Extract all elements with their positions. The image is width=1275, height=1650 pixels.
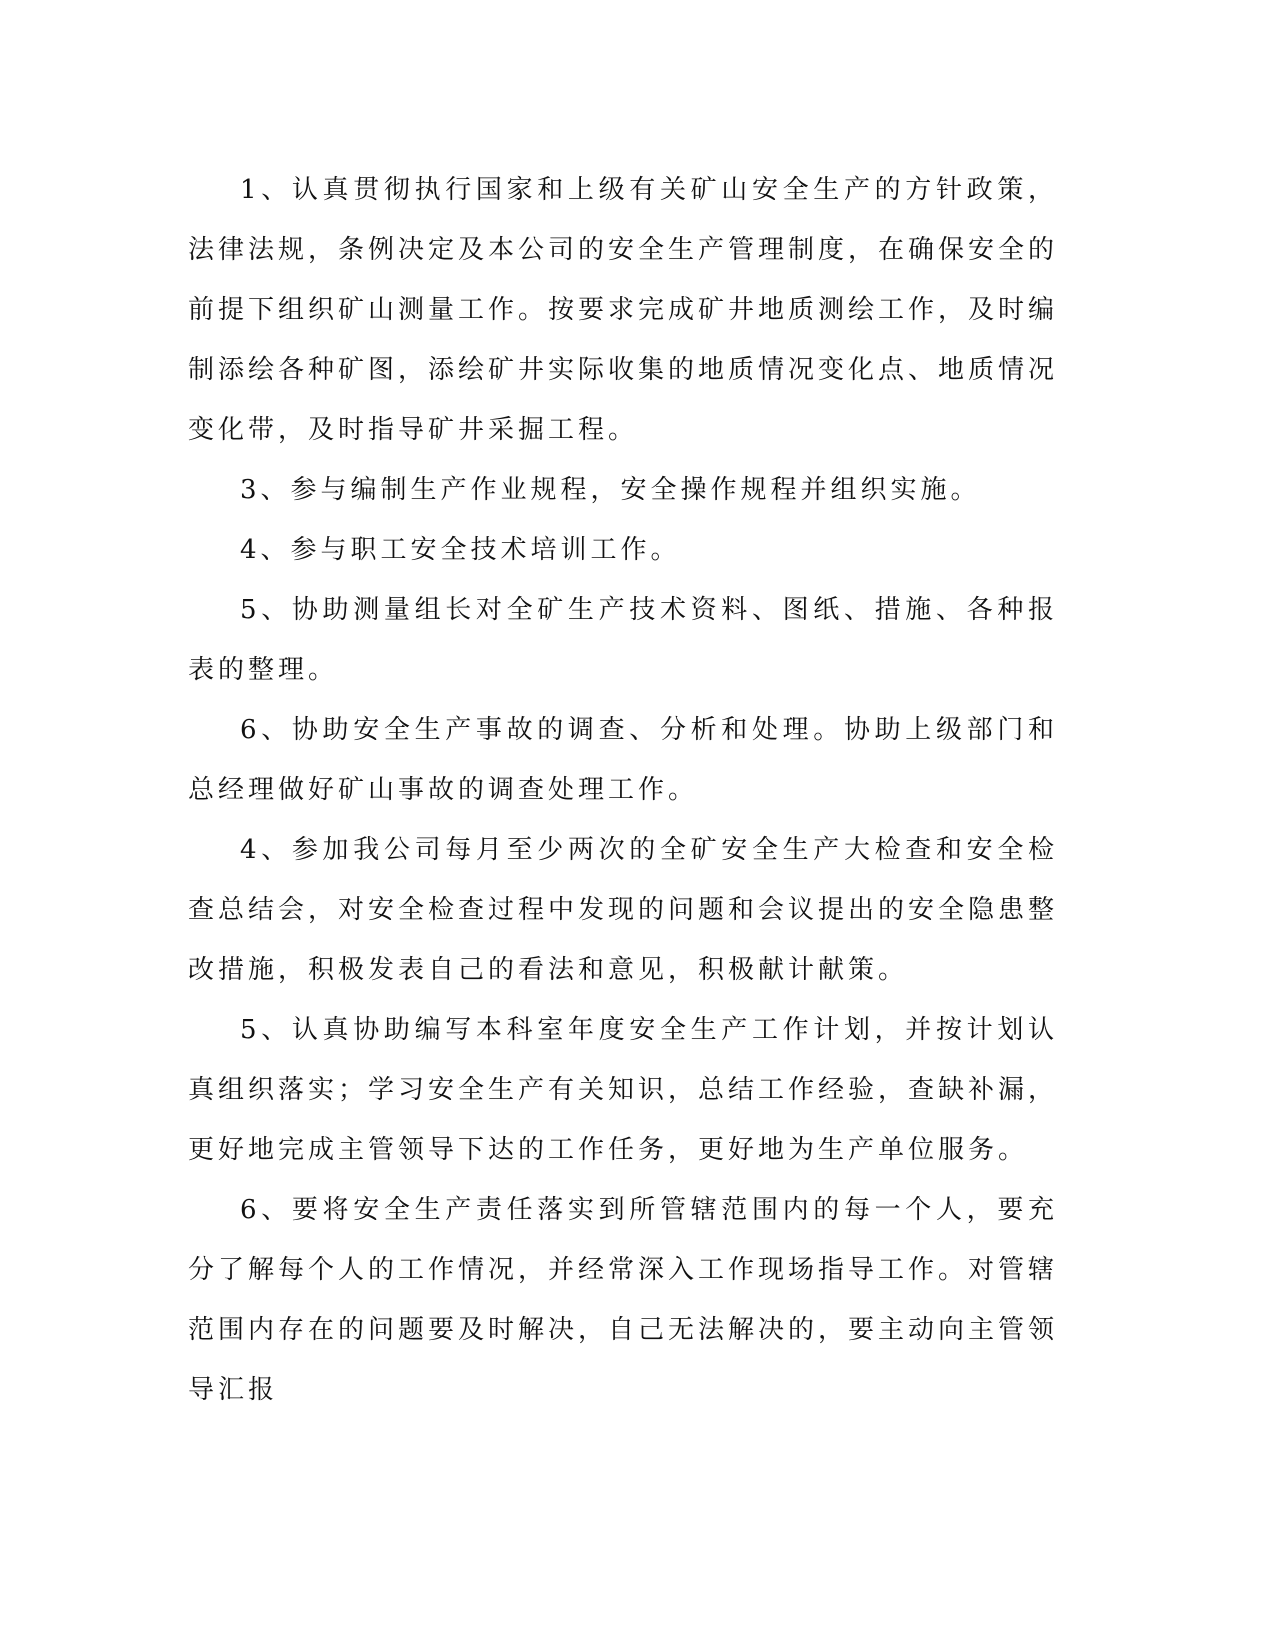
paragraph-8: 6、要将安全生产责任落实到所管辖范围内的每一个人，要充分了解每个人的工作情况，并经常深入工作现场指导工作。对管辖范围内存在的问题要及时解决，自己无法解决的，要主动向主管领导汇报 bbox=[188, 1195, 1059, 1405]
paragraph-2: 3、参与编制生产作业规程，安全操作规程并组织实施。 bbox=[240, 475, 981, 505]
paragraph-4: 5、协助测量组长对全矿生产技术资料、图纸、措施、各种报表的整理。 bbox=[188, 595, 1058, 685]
paragraph-1: 1、认真贯彻执行国家和上级有关矿山安全生产的方针政策，法律法规，条例决定及本公司的安全生产管理制度，在确保安全的前提下组织矿山测量工作。按要求完成矿井地质测绘工作，及时编制添绘各种矿图，添绘矿井实际收集的地质情况变化点、地质情况变化带，及时指导矿井采掘工程。 bbox=[188, 175, 1059, 445]
paragraph-3: 4、参与职工安全技术培训工作。 bbox=[240, 535, 681, 565]
paragraph-6: 4、参加我公司每月至少两次的全矿安全生产大检查和安全检查总结会，对安全检查过程中发现的问题和会议提出的安全隐患整改措施，积极发表自己的看法和意见，积极献计献策。 bbox=[188, 835, 1059, 985]
paragraph-5: 6、协助安全生产事故的调查、分析和处理。协助上级部门和总经理做好矿山事故的调查处理工作。 bbox=[188, 715, 1058, 805]
paragraph-7: 5、认真协助编写本科室年度安全生产工作计划，并按计划认真组织落实；学习安全生产有关知识，总结工作经验，查缺补漏，更好地完成主管领导下达的工作任务，更好地为生产单位服务。 bbox=[188, 1015, 1059, 1165]
document-body bbox=[188, 160, 1058, 1420]
